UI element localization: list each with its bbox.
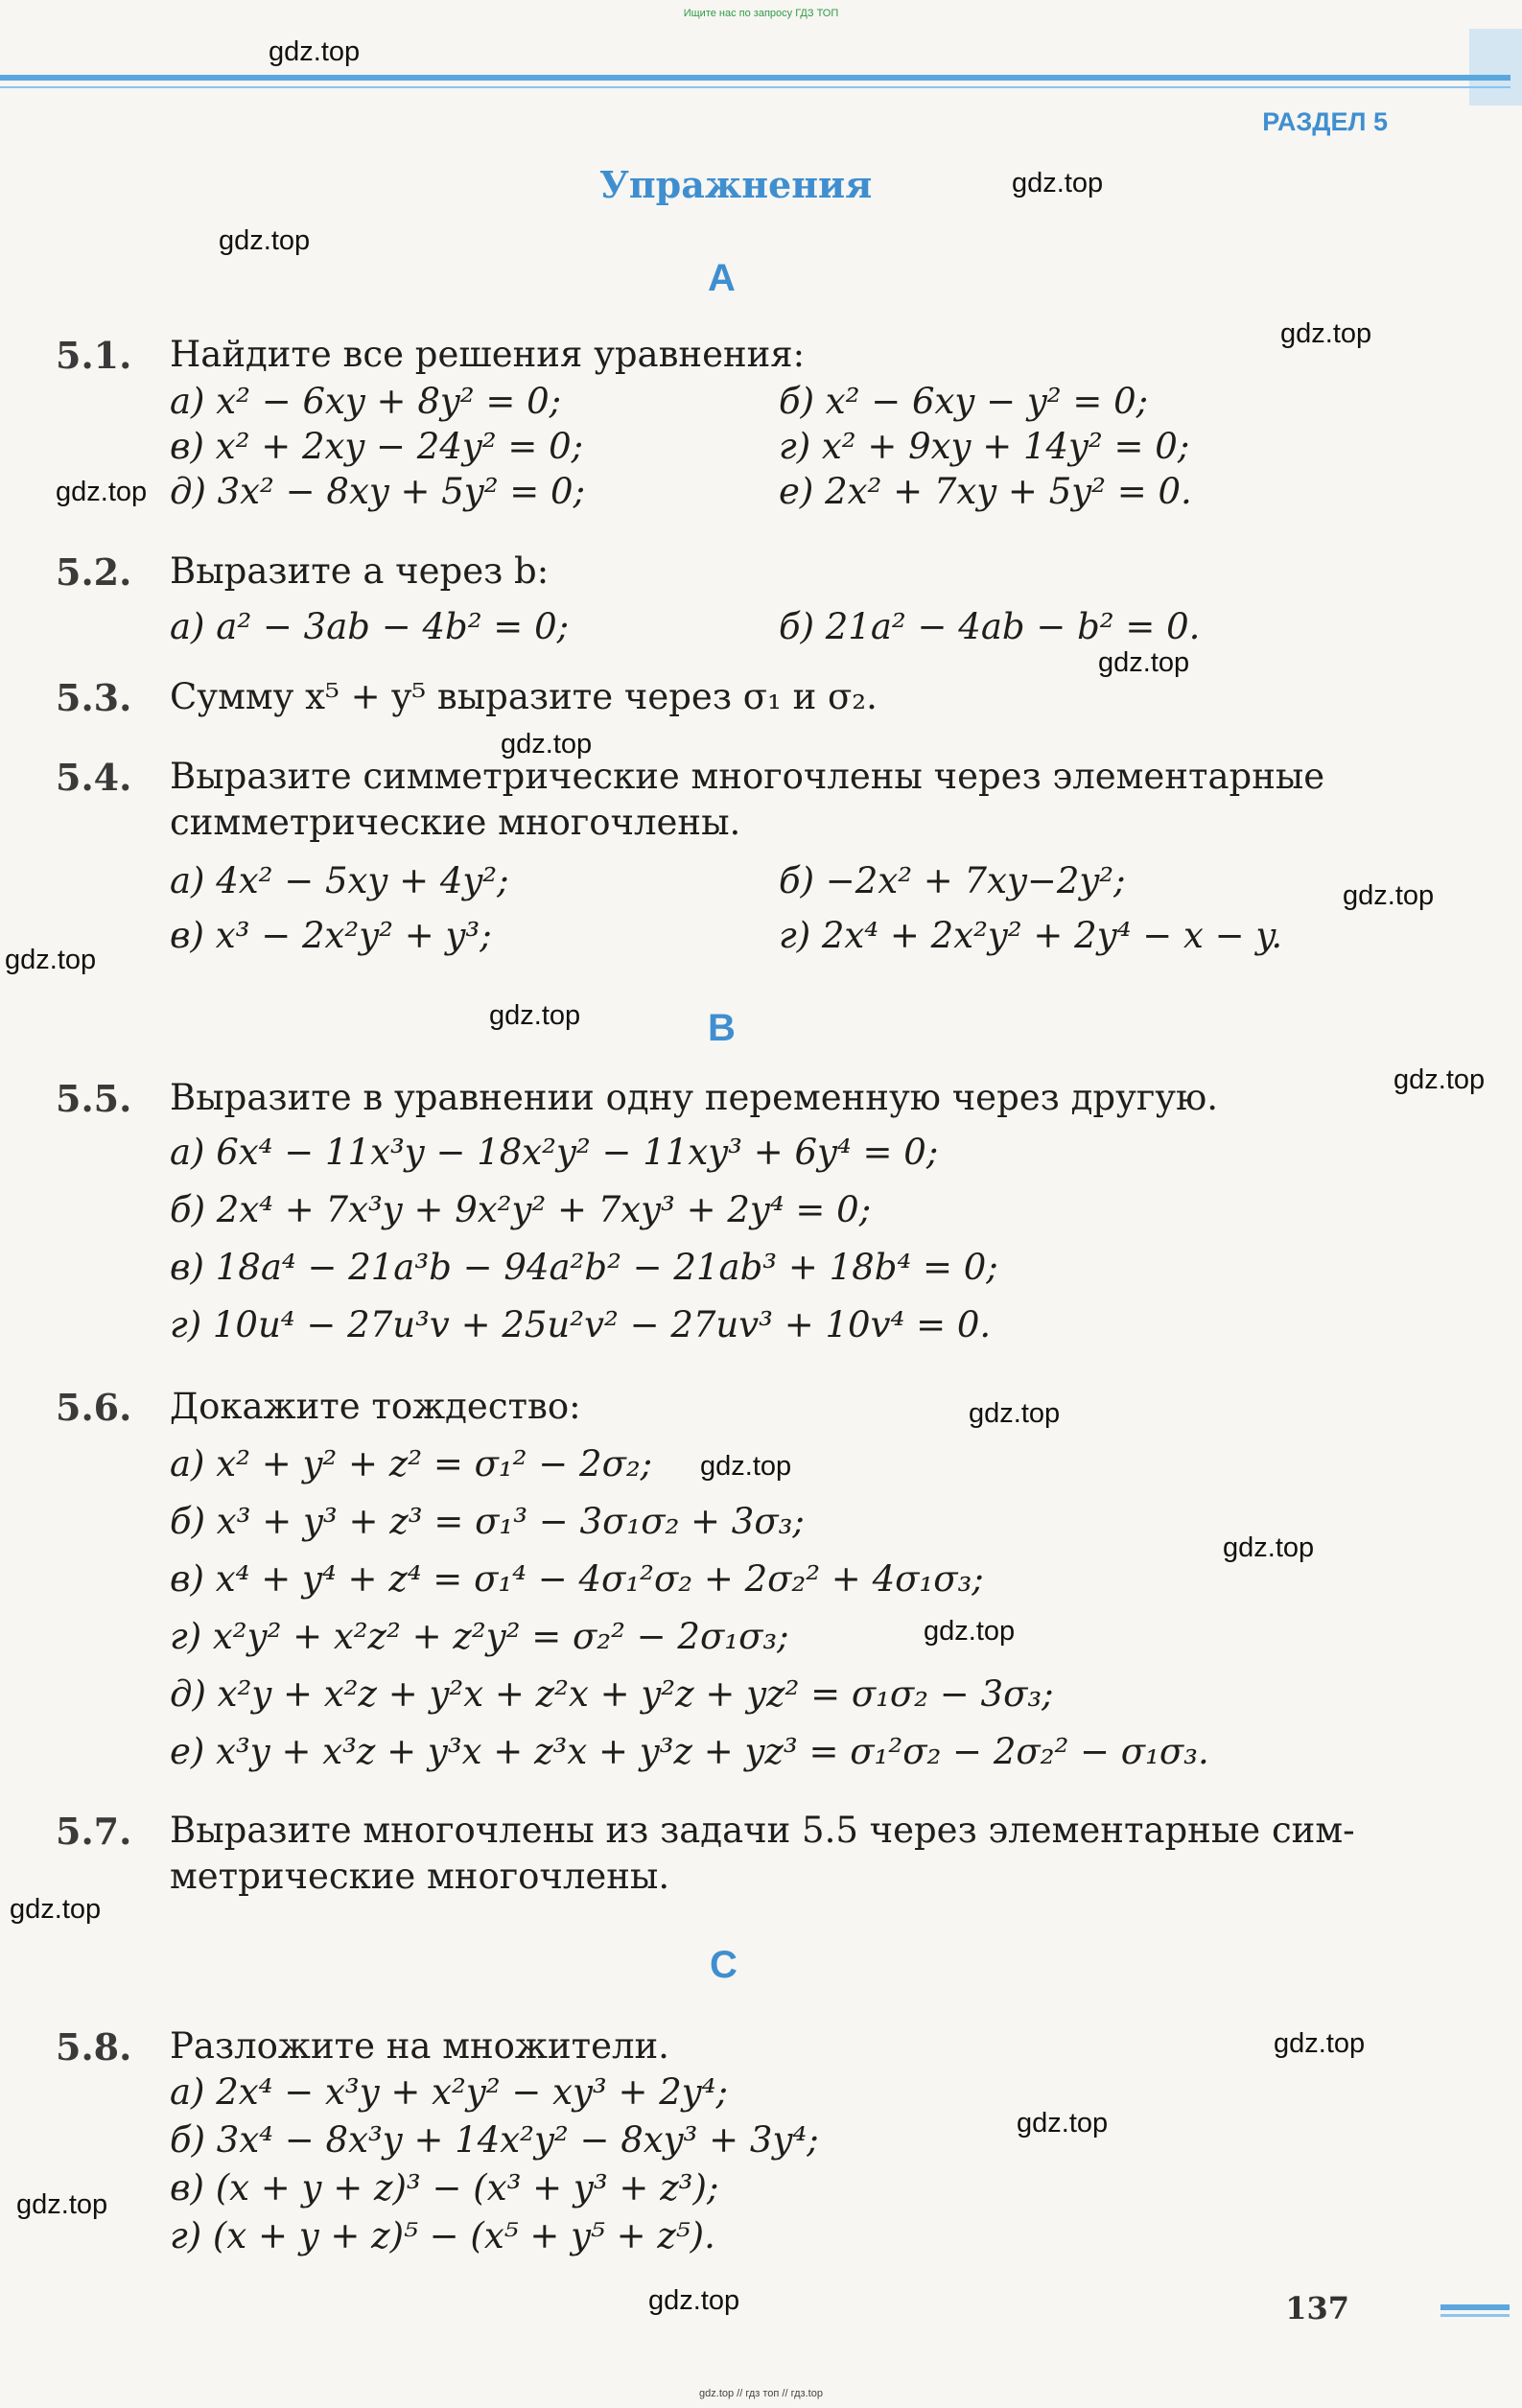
exercise-number: 5.4. — [56, 756, 132, 799]
watermark: gdz.top — [1017, 2108, 1109, 2139]
group-heading-c: С — [710, 1944, 738, 1986]
exercise-item: в) 18a⁴ − 21a³b − 94a²b² − 21ab³ + 18b⁴ = 0; — [170, 1247, 998, 1288]
group-heading-b: В — [708, 1007, 736, 1049]
exercise-item: а) x² − 6xy + 8y² = 0; — [170, 381, 562, 422]
exercise-number: 5.7. — [56, 1810, 132, 1853]
exercise-item: д) x²y + x²z + y²x + z²x + y²z + yz² = σ₁σ₂ − 3σ₃; — [170, 1673, 1054, 1715]
exercise-number: 5.8. — [56, 2025, 132, 2069]
exercise-item: е) 2x² + 7xy + 5y² = 0. — [779, 471, 1192, 512]
exercise-text: Докажите тождество: — [170, 1386, 581, 1427]
watermark: gdz.top — [700, 1451, 792, 1482]
footer-rule-thin — [1440, 2314, 1510, 2317]
exercise-item: г) x²y² + x²z² + z²y² = σ₂² − 2σ₁σ₃; — [170, 1616, 789, 1657]
exercise-item: а) x² + y² + z² = σ₁² − 2σ₂; — [170, 1443, 653, 1485]
watermark: gdz.top — [1393, 1064, 1486, 1095]
bottom-note: gdz.top // гдз топ // гдз.top — [699, 2388, 823, 2399]
exercise-text: Выразите многочлены из задачи 5.5 через элементарные сим- — [170, 1810, 1355, 1851]
header-rule — [0, 75, 1510, 81]
exercise-text: Найдите все решения уравнения: — [170, 334, 806, 375]
header-rule-thin — [0, 86, 1510, 88]
footer-rule — [1440, 2304, 1510, 2310]
exercise-text: Выразите a через b: — [170, 550, 550, 592]
watermark: gdz.top — [489, 1000, 581, 1031]
exercise-number: 5.3. — [56, 676, 132, 719]
watermark: gdz.top — [56, 477, 148, 507]
exercise-item: б) x² − 6xy − y² = 0; — [779, 381, 1149, 422]
watermark: gdz.top — [10, 1894, 102, 1925]
exercise-item: а) a² − 3ab − 4b² = 0; — [170, 606, 570, 647]
exercise-number: 5.2. — [56, 550, 132, 594]
exercise-item: г) 10u⁴ − 27u³v + 25u²v² − 27uv³ + 10v⁴ = 0. — [170, 1304, 992, 1345]
exercise-item: г) 2x⁴ + 2x²y² + 2y⁴ − x − y. — [779, 915, 1283, 956]
watermark: gdz.top — [1343, 880, 1435, 911]
exercise-number: 5.5. — [56, 1077, 132, 1120]
top-note: Ищите нас по запросу ГДЗ ТОП — [683, 8, 839, 19]
watermark: gdz.top — [969, 1398, 1061, 1429]
watermark: gdz.top — [16, 2189, 108, 2220]
corner-decoration — [1469, 29, 1522, 105]
exercise-item: б) 3x⁴ − 8x³y + 14x²y² − 8xy³ + 3y⁴; — [170, 2119, 819, 2161]
watermark: gdz.top — [5, 945, 97, 975]
exercise-text: Разложите на множители. — [170, 2025, 669, 2067]
exercise-text: Сумму x⁵ + y⁵ выразите через σ₁ и σ₂. — [170, 676, 878, 717]
page-heading: Упражнения — [599, 163, 873, 206]
watermark: gdz.top — [219, 225, 311, 256]
watermark: gdz.top — [501, 729, 593, 760]
watermark: gdz.top — [1280, 318, 1372, 349]
watermark: gdz.top — [1012, 168, 1104, 199]
exercise-item: в) (x + y + z)³ − (x³ + y³ + z³); — [170, 2167, 719, 2209]
exercise-item: б) 2x⁴ + 7x³y + 9x²y² + 7xy³ + 2y⁴ = 0; — [170, 1189, 872, 1230]
exercise-item: б) 21a² − 4ab − b² = 0. — [779, 606, 1201, 647]
exercise-item: а) 4x² − 5xy + 4y²; — [170, 860, 509, 901]
exercise-item: а) 6x⁴ − 11x³y − 18x²y² − 11xy³ + 6y⁴ = 0; — [170, 1132, 939, 1173]
exercise-item: в) x⁴ + y⁴ + z⁴ = σ₁⁴ − 4σ₁²σ₂ + 2σ₂² + 4σ₁σ₃; — [170, 1558, 984, 1600]
exercise-item: в) x² + 2xy − 24y² = 0; — [170, 426, 584, 467]
watermark: gdz.top — [924, 1616, 1016, 1647]
watermark: gdz.top — [1223, 1532, 1315, 1563]
exercise-text: метрические многочлены. — [170, 1856, 670, 1897]
exercise-text: Выразите симметрические многочлены через элементарные — [170, 756, 1325, 797]
exercise-item: г) x² + 9xy + 14y² = 0; — [779, 426, 1190, 467]
exercise-number: 5.1. — [56, 334, 132, 377]
exercise-item: в) x³ − 2x²y² + y³; — [170, 915, 492, 956]
exercise-number: 5.6. — [56, 1386, 132, 1429]
exercise-item: е) x³y + x³z + y³x + z³x + y³z + yz³ = σ₁²σ₂ − 2σ₂² − σ₁σ₃. — [170, 1731, 1209, 1772]
section-title: РАЗДЕЛ 5 — [1262, 107, 1388, 136]
watermark: gdz.top — [648, 2285, 740, 2316]
exercise-item: б) −2x² + 7xy−2y²; — [779, 860, 1126, 901]
watermark: gdz.top — [1098, 647, 1190, 678]
exercise-item: д) 3x² − 8xy + 5y² = 0; — [170, 471, 586, 512]
page-number: 137 — [1285, 2290, 1349, 2326]
exercise-item: б) x³ + y³ + z³ = σ₁³ − 3σ₁σ₂ + 3σ₃; — [170, 1501, 805, 1542]
watermark: gdz.top — [1274, 2028, 1366, 2059]
watermark: gdz.top — [269, 36, 361, 67]
exercise-item: г) (x + y + z)⁵ − (x⁵ + y⁵ + z⁵). — [170, 2215, 715, 2256]
exercise-text: Выразите в уравнении одну переменную через другую. — [170, 1077, 1218, 1118]
group-heading-a: А — [708, 257, 736, 299]
exercise-item: а) 2x⁴ − x³y + x²y² − xy³ + 2y⁴; — [170, 2071, 728, 2113]
exercise-text: симметрические многочлены. — [170, 802, 741, 843]
